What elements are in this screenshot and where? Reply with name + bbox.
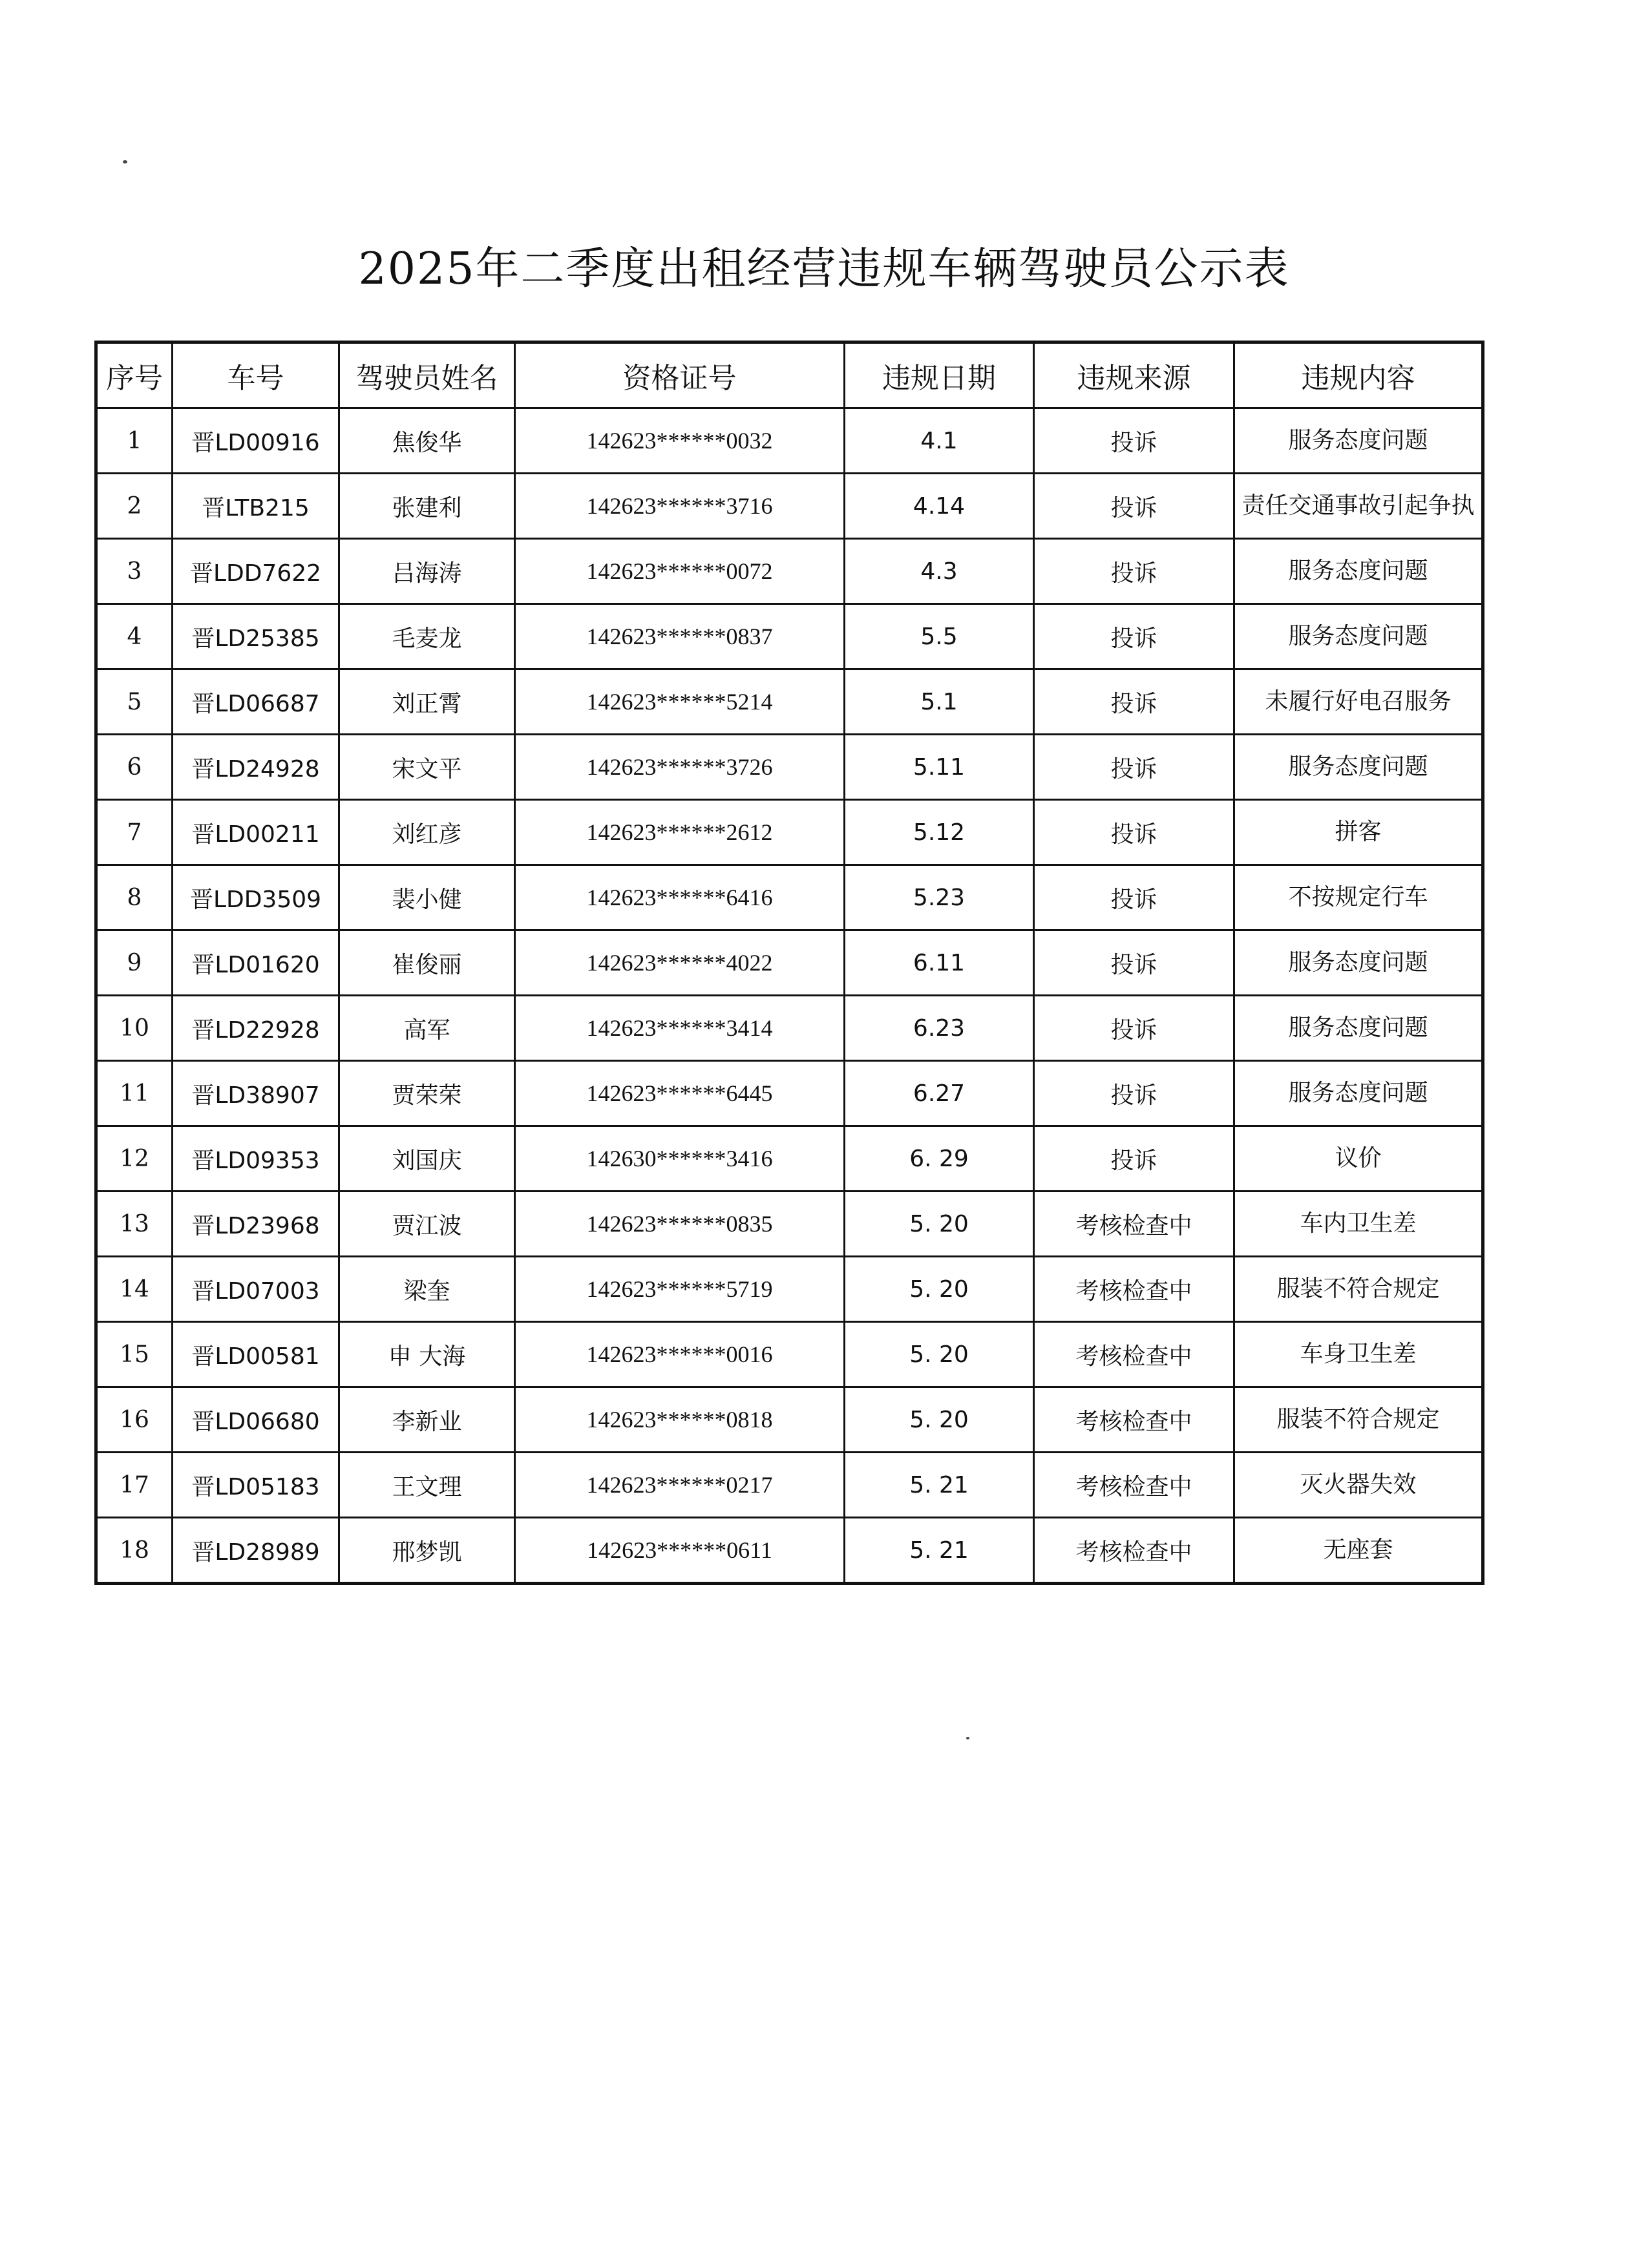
scan-speck bbox=[123, 160, 127, 163]
cell-date: 5. 21 bbox=[845, 1453, 1034, 1518]
cell-driver: 吕海涛 bbox=[339, 539, 515, 604]
cell-seq: 11 bbox=[96, 1061, 173, 1126]
cell-date: 5. 20 bbox=[845, 1322, 1034, 1387]
cell-source: 投诉 bbox=[1034, 865, 1234, 930]
cell-content: 未履行好电召服务 bbox=[1234, 669, 1483, 735]
cell-plate: 晋LD00211 bbox=[173, 800, 339, 865]
header-content: 违规内容 bbox=[1234, 342, 1483, 408]
cell-plate: 晋LD28989 bbox=[173, 1518, 339, 1584]
cell-date: 5.11 bbox=[845, 735, 1034, 800]
table-row bbox=[96, 1387, 1483, 1453]
cell-plate: 晋LD22928 bbox=[173, 996, 339, 1061]
cell-cert: 142623******0611 bbox=[515, 1518, 845, 1584]
header-seq: 序号 bbox=[96, 342, 173, 408]
cell-plate: 晋LD25385 bbox=[173, 604, 339, 669]
table-row bbox=[96, 735, 1483, 800]
table-row bbox=[96, 1061, 1483, 1126]
cell-date: 5. 20 bbox=[845, 1192, 1034, 1257]
cell-content: 服务态度问题 bbox=[1234, 539, 1483, 604]
cell-plate: 晋LD24928 bbox=[173, 735, 339, 800]
cell-driver: 刘红彦 bbox=[339, 800, 515, 865]
cell-cert: 142623******0072 bbox=[515, 539, 845, 604]
cell-cert: 142623******6416 bbox=[515, 865, 845, 930]
cell-plate: 晋LD23968 bbox=[173, 1192, 339, 1257]
table-row bbox=[96, 474, 1483, 539]
cell-cert: 142623******3726 bbox=[515, 735, 845, 800]
cell-source: 考核检查中 bbox=[1034, 1322, 1234, 1387]
cell-driver: 刘正霄 bbox=[339, 669, 515, 735]
cell-date: 6.11 bbox=[845, 930, 1034, 996]
table-row bbox=[96, 1192, 1483, 1257]
cell-cert: 142623******0837 bbox=[515, 604, 845, 669]
cell-seq: 9 bbox=[96, 930, 173, 996]
cell-date: 5.23 bbox=[845, 865, 1034, 930]
table-row bbox=[96, 1518, 1483, 1584]
cell-content: 拼客 bbox=[1234, 800, 1483, 865]
cell-driver: 贾江波 bbox=[339, 1192, 515, 1257]
cell-plate: 晋LD01620 bbox=[173, 930, 339, 996]
cell-content: 服务态度问题 bbox=[1234, 930, 1483, 996]
cell-seq: 17 bbox=[96, 1453, 173, 1518]
table-row bbox=[96, 604, 1483, 669]
cell-source: 考核检查中 bbox=[1034, 1192, 1234, 1257]
cell-content: 责任交通事故引起争执 bbox=[1234, 474, 1483, 539]
header-plate: 车号 bbox=[173, 342, 339, 408]
cell-content: 服务态度问题 bbox=[1234, 735, 1483, 800]
cell-cert: 142623******0016 bbox=[515, 1322, 845, 1387]
cell-driver: 高军 bbox=[339, 996, 515, 1061]
table-row bbox=[96, 865, 1483, 930]
cell-date: 5. 21 bbox=[845, 1518, 1034, 1584]
cell-plate: 晋LD38907 bbox=[173, 1061, 339, 1126]
cell-date: 5.12 bbox=[845, 800, 1034, 865]
cell-driver: 崔俊丽 bbox=[339, 930, 515, 996]
cell-cert: 142623******2612 bbox=[515, 800, 845, 865]
cell-content: 服务态度问题 bbox=[1234, 996, 1483, 1061]
header-row bbox=[96, 342, 1483, 408]
cell-plate: 晋LDD7622 bbox=[173, 539, 339, 604]
table-row bbox=[96, 1453, 1483, 1518]
cell-seq: 15 bbox=[96, 1322, 173, 1387]
cell-cert: 142630******3416 bbox=[515, 1126, 845, 1192]
cell-source: 投诉 bbox=[1034, 669, 1234, 735]
cell-source: 考核检查中 bbox=[1034, 1387, 1234, 1453]
cell-plate: 晋LD05183 bbox=[173, 1453, 339, 1518]
cell-date: 4.3 bbox=[845, 539, 1034, 604]
cell-cert: 142623******0835 bbox=[515, 1192, 845, 1257]
cell-source: 考核检查中 bbox=[1034, 1453, 1234, 1518]
table-row bbox=[96, 1322, 1483, 1387]
cell-date: 4.14 bbox=[845, 474, 1034, 539]
cell-plate: 晋LD06687 bbox=[173, 669, 339, 735]
cell-date: 4.1 bbox=[845, 408, 1034, 474]
cell-cert: 142623******5719 bbox=[515, 1257, 845, 1322]
cell-source: 考核检查中 bbox=[1034, 1518, 1234, 1584]
cell-seq: 14 bbox=[96, 1257, 173, 1322]
cell-plate: 晋LD00916 bbox=[173, 408, 339, 474]
cell-content: 服务态度问题 bbox=[1234, 604, 1483, 669]
cell-source: 投诉 bbox=[1034, 1126, 1234, 1192]
page-title: 2025年二季度出租经营违规车辆驾驶员公示表 bbox=[358, 244, 1290, 295]
cell-content: 灭火器失效 bbox=[1234, 1453, 1483, 1518]
cell-source: 投诉 bbox=[1034, 735, 1234, 800]
cell-seq: 12 bbox=[96, 1126, 173, 1192]
table-row bbox=[96, 408, 1483, 474]
table-row bbox=[96, 539, 1483, 604]
cell-seq: 2 bbox=[96, 474, 173, 539]
cell-content: 车身卫生差 bbox=[1234, 1322, 1483, 1387]
cell-cert: 142623******3716 bbox=[515, 474, 845, 539]
cell-seq: 10 bbox=[96, 996, 173, 1061]
cell-driver: 宋文平 bbox=[339, 735, 515, 800]
cell-plate: 晋LTB215 bbox=[173, 474, 339, 539]
cell-source: 考核检查中 bbox=[1034, 1257, 1234, 1322]
table-row bbox=[96, 800, 1483, 865]
cell-source: 投诉 bbox=[1034, 1061, 1234, 1126]
table-row bbox=[96, 1126, 1483, 1192]
cell-source: 投诉 bbox=[1034, 604, 1234, 669]
header-driver: 驾驶员姓名 bbox=[339, 342, 515, 408]
table-row bbox=[96, 669, 1483, 735]
cell-seq: 13 bbox=[96, 1192, 173, 1257]
cell-date: 6.23 bbox=[845, 996, 1034, 1061]
cell-content: 服务态度问题 bbox=[1234, 408, 1483, 474]
cell-driver: 刘国庆 bbox=[339, 1126, 515, 1192]
cell-source: 投诉 bbox=[1034, 930, 1234, 996]
cell-content: 服装不符合规定 bbox=[1234, 1387, 1483, 1453]
table-header bbox=[96, 342, 1483, 408]
cell-date: 5. 20 bbox=[845, 1387, 1034, 1453]
cell-cert: 142623******0032 bbox=[515, 408, 845, 474]
cell-driver: 梁奎 bbox=[339, 1257, 515, 1322]
cell-plate: 晋LD07003 bbox=[173, 1257, 339, 1322]
table-row bbox=[96, 1257, 1483, 1322]
cell-driver: 王文理 bbox=[339, 1453, 515, 1518]
cell-driver: 李新业 bbox=[339, 1387, 515, 1453]
cell-content: 服装不符合规定 bbox=[1234, 1257, 1483, 1322]
cell-date: 6. 29 bbox=[845, 1126, 1034, 1192]
cell-source: 投诉 bbox=[1034, 408, 1234, 474]
table-body bbox=[96, 408, 1483, 1584]
cell-seq: 3 bbox=[96, 539, 173, 604]
cell-driver: 焦俊华 bbox=[339, 408, 515, 474]
cell-seq: 7 bbox=[96, 800, 173, 865]
table-row bbox=[96, 996, 1483, 1061]
cell-source: 投诉 bbox=[1034, 996, 1234, 1061]
cell-cert: 142623******5214 bbox=[515, 669, 845, 735]
cell-content: 无座套 bbox=[1234, 1518, 1483, 1584]
cell-seq: 5 bbox=[96, 669, 173, 735]
violation-table bbox=[94, 341, 1484, 1585]
cell-cert: 142623******0217 bbox=[515, 1453, 845, 1518]
cell-driver: 张建利 bbox=[339, 474, 515, 539]
cell-seq: 8 bbox=[96, 865, 173, 930]
cell-seq: 1 bbox=[96, 408, 173, 474]
cell-date: 5.1 bbox=[845, 669, 1034, 735]
cell-driver: 裴小健 bbox=[339, 865, 515, 930]
scan-speck bbox=[966, 1737, 969, 1739]
cell-seq: 16 bbox=[96, 1387, 173, 1453]
cell-cert: 142623******3414 bbox=[515, 996, 845, 1061]
cell-seq: 6 bbox=[96, 735, 173, 800]
cell-plate: 晋LD00581 bbox=[173, 1322, 339, 1387]
cell-plate: 晋LD06680 bbox=[173, 1387, 339, 1453]
header-date: 违规日期 bbox=[845, 342, 1034, 408]
cell-source: 投诉 bbox=[1034, 474, 1234, 539]
cell-content: 服务态度问题 bbox=[1234, 1061, 1483, 1126]
cell-cert: 142623******6445 bbox=[515, 1061, 845, 1126]
table-row bbox=[96, 930, 1483, 996]
cell-plate: 晋LDD3509 bbox=[173, 865, 339, 930]
cell-plate: 晋LD09353 bbox=[173, 1126, 339, 1192]
cell-source: 投诉 bbox=[1034, 539, 1234, 604]
cell-content: 议价 bbox=[1234, 1126, 1483, 1192]
cell-driver: 邢梦凯 bbox=[339, 1518, 515, 1584]
cell-source: 投诉 bbox=[1034, 800, 1234, 865]
cell-driver: 贾荣荣 bbox=[339, 1061, 515, 1126]
cell-seq: 4 bbox=[96, 604, 173, 669]
cell-date: 5.5 bbox=[845, 604, 1034, 669]
cell-driver: 毛麦龙 bbox=[339, 604, 515, 669]
header-source: 违规来源 bbox=[1034, 342, 1234, 408]
cell-seq: 18 bbox=[96, 1518, 173, 1584]
cell-cert: 142623******0818 bbox=[515, 1387, 845, 1453]
cell-date: 6.27 bbox=[845, 1061, 1034, 1126]
cell-content: 车内卫生差 bbox=[1234, 1192, 1483, 1257]
cell-date: 5. 20 bbox=[845, 1257, 1034, 1322]
cell-driver: 申 大海 bbox=[339, 1322, 515, 1387]
header-cert: 资格证号 bbox=[515, 342, 845, 408]
cell-cert: 142623******4022 bbox=[515, 930, 845, 996]
cell-content: 不按规定行车 bbox=[1234, 865, 1483, 930]
